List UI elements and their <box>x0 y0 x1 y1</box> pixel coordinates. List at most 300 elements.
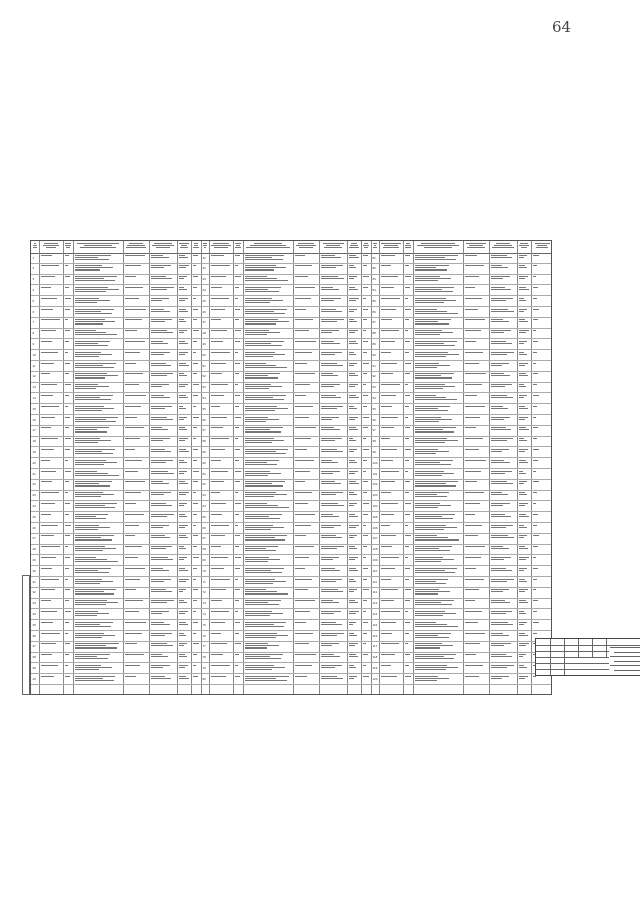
row-number: 15 <box>32 406 36 411</box>
table-cell <box>519 319 530 326</box>
table-cell <box>151 395 176 402</box>
table-cell <box>193 611 200 618</box>
table-cell <box>491 481 516 488</box>
table-cell <box>405 622 412 629</box>
table-cell <box>211 471 232 478</box>
table-cell <box>65 352 72 359</box>
table-cell <box>125 633 148 640</box>
table-cell <box>491 492 516 499</box>
table-cell <box>321 481 346 488</box>
table-cell <box>405 341 412 348</box>
table-cell <box>381 363 402 370</box>
table-cell <box>405 535 412 542</box>
table-cell <box>179 492 190 499</box>
table-cell <box>405 546 412 553</box>
table-cell <box>533 309 540 316</box>
table-cell <box>151 492 176 499</box>
table-cell <box>179 287 190 294</box>
table-cell <box>295 406 318 413</box>
stamp-divider <box>578 639 579 657</box>
table-cell <box>179 600 190 607</box>
table-row <box>31 415 551 426</box>
table-cell <box>381 654 402 661</box>
table-cell <box>193 460 200 467</box>
table-cell <box>363 406 370 413</box>
header-cell <box>211 243 232 250</box>
table-cell <box>405 406 412 413</box>
table-cell <box>75 676 122 683</box>
table-cell <box>179 309 190 316</box>
table-cell <box>245 600 292 607</box>
table-cell <box>235 287 242 294</box>
table-cell <box>41 460 62 467</box>
table-cell <box>381 568 402 575</box>
table-cell <box>321 363 346 370</box>
row-number: 70 <box>202 568 206 573</box>
table-cell <box>405 309 412 316</box>
table-cell <box>235 319 242 326</box>
row-number: 16 <box>32 417 36 422</box>
row-number: 72 <box>202 590 206 595</box>
table-cell <box>65 395 72 402</box>
table-cell <box>295 255 318 262</box>
table-cell <box>519 676 530 683</box>
table-cell <box>151 460 176 467</box>
table-cell <box>491 471 516 478</box>
table-cell <box>491 319 516 326</box>
row-number: 35 <box>32 622 36 627</box>
table-cell <box>533 287 540 294</box>
table-cell <box>41 276 62 283</box>
row-number: 36 <box>32 633 36 638</box>
table-cell <box>349 654 360 661</box>
table-cell <box>465 525 488 532</box>
table-cell <box>193 503 200 510</box>
table-cell <box>363 622 370 629</box>
row-number: 119 <box>372 665 378 670</box>
table-row <box>31 447 551 458</box>
table-cell <box>125 384 148 391</box>
stamp-divider <box>536 669 609 670</box>
row-number: 3 <box>32 277 35 282</box>
table-cell <box>245 384 292 391</box>
table-cell <box>179 643 190 650</box>
table-cell <box>465 255 488 262</box>
row-number: 86 <box>372 309 376 314</box>
table-cell <box>65 611 72 618</box>
table-cell <box>363 460 370 467</box>
table-cell <box>363 579 370 586</box>
table-cell <box>363 417 370 424</box>
table-cell <box>235 557 242 564</box>
row-number: 88 <box>372 331 376 336</box>
header-cell <box>151 243 176 250</box>
table-cell <box>465 438 488 445</box>
table-cell <box>295 514 318 521</box>
table-cell <box>125 503 148 510</box>
table-cell <box>519 384 530 391</box>
table-cell <box>363 568 370 575</box>
table-cell <box>349 481 360 488</box>
table-cell <box>349 395 360 402</box>
table-cell <box>321 665 346 672</box>
row-number: 32 <box>32 590 36 595</box>
table-cell <box>245 546 292 553</box>
table-row <box>31 296 551 307</box>
header-cell <box>519 243 530 250</box>
table-cell <box>491 298 516 305</box>
table-cell <box>179 363 190 370</box>
table-cell <box>41 255 62 262</box>
row-number: 49 <box>202 341 206 346</box>
table-cell <box>519 427 530 434</box>
table-cell <box>381 633 402 640</box>
row-number: 52 <box>202 374 206 379</box>
table-cell <box>519 276 530 283</box>
table-cell <box>465 449 488 456</box>
table-cell <box>295 341 318 348</box>
row-number: 80 <box>202 676 206 681</box>
table-row <box>31 599 551 610</box>
table-cell <box>295 352 318 359</box>
table-cell <box>363 395 370 402</box>
table-cell <box>65 341 72 348</box>
table-cell <box>295 503 318 510</box>
table-cell <box>519 600 530 607</box>
table-cell <box>381 406 402 413</box>
table-cell <box>381 579 402 586</box>
table-cell <box>415 438 462 445</box>
table-cell <box>363 449 370 456</box>
table-cell <box>349 525 360 532</box>
table-cell <box>211 568 232 575</box>
row-number: 8 <box>32 331 35 336</box>
table-cell <box>415 643 462 650</box>
table-cell <box>245 557 292 564</box>
table-cell <box>533 535 540 542</box>
table-cell <box>125 600 148 607</box>
table-cell <box>193 643 200 650</box>
table-cell <box>151 643 176 650</box>
table-cell <box>415 481 462 488</box>
table-cell <box>363 287 370 294</box>
table-cell <box>533 406 540 413</box>
row-number: 33 <box>32 601 36 606</box>
stamp-text-line <box>614 661 640 662</box>
table-cell <box>533 427 540 434</box>
table-cell <box>363 611 370 618</box>
table-cell <box>415 611 462 618</box>
table-cell <box>405 611 412 618</box>
table-cell <box>235 514 242 521</box>
table-cell <box>405 589 412 596</box>
table-cell <box>65 589 72 596</box>
table-cell <box>519 265 530 272</box>
table-cell <box>363 319 370 326</box>
table-cell <box>491 406 516 413</box>
table-cell <box>519 503 530 510</box>
table-cell <box>491 633 516 640</box>
table-cell <box>151 406 176 413</box>
table-cell <box>465 568 488 575</box>
table-cell <box>491 568 516 575</box>
table-cell <box>295 600 318 607</box>
table-cell <box>65 471 72 478</box>
table-cell <box>415 676 462 683</box>
table-cell <box>179 438 190 445</box>
table-cell <box>491 417 516 424</box>
table-cell <box>321 330 346 337</box>
row-number: 11 <box>32 363 36 368</box>
table-cell <box>179 676 190 683</box>
table-cell <box>381 384 402 391</box>
table-cell <box>465 514 488 521</box>
header-cell <box>491 243 516 250</box>
stamp-divider <box>536 651 609 652</box>
row-number: 79 <box>202 665 206 670</box>
table-cell <box>65 330 72 337</box>
table-cell <box>349 352 360 359</box>
table-cell <box>125 492 148 499</box>
table-cell <box>65 287 72 294</box>
table-cell <box>381 600 402 607</box>
table-cell <box>405 643 412 650</box>
table-cell <box>465 676 488 683</box>
table-cell <box>75 481 122 488</box>
table-cell <box>179 341 190 348</box>
table-cell <box>193 319 200 326</box>
table-cell <box>193 579 200 586</box>
table-cell <box>211 319 232 326</box>
table-cell <box>211 255 232 262</box>
table-cell <box>295 633 318 640</box>
table-row <box>31 523 551 534</box>
table-cell <box>245 535 292 542</box>
table-cell <box>193 341 200 348</box>
table-cell <box>235 395 242 402</box>
row-number: 104 <box>372 503 378 508</box>
table-cell <box>75 611 122 618</box>
table-cell <box>415 546 462 553</box>
table-cell <box>321 492 346 499</box>
table-cell <box>321 460 346 467</box>
table-cell <box>321 525 346 532</box>
table-cell <box>519 665 530 672</box>
table-cell <box>415 600 462 607</box>
table-cell <box>363 546 370 553</box>
table-cell <box>125 352 148 359</box>
table-cell <box>295 568 318 575</box>
table-cell <box>151 611 176 618</box>
table-cell <box>465 654 488 661</box>
table-cell <box>235 373 242 380</box>
table-cell <box>519 255 530 262</box>
table-cell <box>151 255 176 262</box>
row-number: 26 <box>32 525 36 530</box>
table-cell <box>533 449 540 456</box>
table-cell <box>245 363 292 370</box>
table-cell <box>125 535 148 542</box>
table-cell <box>179 589 190 596</box>
table-cell <box>193 438 200 445</box>
row-number: 106 <box>372 525 378 530</box>
table-cell <box>179 460 190 467</box>
table-cell <box>75 460 122 467</box>
table-cell <box>381 438 402 445</box>
table-cell <box>491 352 516 359</box>
table-cell <box>321 622 346 629</box>
table-cell <box>381 665 402 672</box>
table-cell <box>151 363 176 370</box>
table-cell <box>533 352 540 359</box>
row-number: 4 <box>32 287 35 292</box>
table-cell <box>179 568 190 575</box>
table-cell <box>235 600 242 607</box>
table-cell <box>349 341 360 348</box>
table-cell <box>491 525 516 532</box>
table-cell <box>295 471 318 478</box>
table-cell <box>193 417 200 424</box>
row-number: 83 <box>372 277 376 282</box>
table-cell <box>519 395 530 402</box>
table-row <box>31 577 551 588</box>
table-cell <box>415 589 462 596</box>
table-cell <box>151 384 176 391</box>
table-cell <box>65 384 72 391</box>
row-number: 87 <box>372 320 376 325</box>
table-cell <box>125 330 148 337</box>
table-cell <box>211 395 232 402</box>
table-cell <box>381 276 402 283</box>
table-row <box>31 361 551 372</box>
table-cell <box>75 373 122 380</box>
table-row <box>31 458 551 469</box>
table-cell <box>193 287 200 294</box>
table-cell <box>405 395 412 402</box>
table-cell <box>125 298 148 305</box>
table-cell <box>211 535 232 542</box>
table-cell <box>533 341 540 348</box>
table-cell <box>125 525 148 532</box>
table-cell <box>41 611 62 618</box>
table-cell <box>349 492 360 499</box>
table-cell <box>41 341 62 348</box>
table-cell <box>125 449 148 456</box>
row-number: 75 <box>202 622 206 627</box>
table-cell <box>349 665 360 672</box>
table-cell <box>211 611 232 618</box>
table-cell <box>41 265 62 272</box>
table-cell <box>519 654 530 661</box>
table-cell <box>245 622 292 629</box>
table-cell <box>465 363 488 370</box>
row-number: 47 <box>202 320 206 325</box>
table-cell <box>405 319 412 326</box>
table-cell <box>349 330 360 337</box>
table-cell <box>405 330 412 337</box>
table-cell <box>245 568 292 575</box>
table-cell <box>75 384 122 391</box>
table-cell <box>321 471 346 478</box>
table-cell <box>349 633 360 640</box>
table-cell <box>415 395 462 402</box>
table-cell <box>465 265 488 272</box>
table-cell <box>533 298 540 305</box>
row-number: 85 <box>372 298 376 303</box>
table-cell <box>151 622 176 629</box>
table-cell <box>211 525 232 532</box>
table-cell <box>235 341 242 348</box>
row-number: 22 <box>32 482 36 487</box>
row-number: 24 <box>32 503 36 508</box>
row-number: 58 <box>202 439 206 444</box>
table-cell <box>321 373 346 380</box>
table-cell <box>235 460 242 467</box>
table-cell <box>491 676 516 683</box>
table-cell <box>533 438 540 445</box>
table-cell <box>363 589 370 596</box>
table-cell <box>125 417 148 424</box>
table-cell <box>151 546 176 553</box>
row-number: 91 <box>372 363 376 368</box>
table-cell <box>295 395 318 402</box>
table-cell <box>245 319 292 326</box>
table-row <box>31 329 551 340</box>
table-cell <box>519 514 530 521</box>
table-cell <box>245 309 292 316</box>
table-cell <box>381 622 402 629</box>
table-cell <box>519 298 530 305</box>
table-cell <box>193 676 200 683</box>
table-cell <box>179 395 190 402</box>
table-cell <box>75 319 122 326</box>
table-cell <box>363 352 370 359</box>
row-number: 76 <box>202 633 206 638</box>
table-cell <box>65 298 72 305</box>
table-cell <box>491 503 516 510</box>
table-cell <box>533 384 540 391</box>
table-cell <box>349 406 360 413</box>
table-row <box>31 566 551 577</box>
table-row <box>31 512 551 523</box>
table-cell <box>75 406 122 413</box>
table-cell <box>41 633 62 640</box>
table-cell <box>405 352 412 359</box>
table-cell <box>41 546 62 553</box>
table-cell <box>245 665 292 672</box>
row-number: 111 <box>372 579 378 584</box>
table-cell <box>321 643 346 650</box>
table-cell <box>295 611 318 618</box>
table-cell <box>465 276 488 283</box>
table-cell <box>533 276 540 283</box>
table-cell <box>211 438 232 445</box>
table-cell <box>349 276 360 283</box>
header-cell <box>381 243 402 250</box>
table-row <box>31 588 551 599</box>
table-cell <box>363 298 370 305</box>
table-cell <box>235 633 242 640</box>
table-cell <box>245 406 292 413</box>
table-cell <box>41 449 62 456</box>
table-cell <box>179 427 190 434</box>
table-cell <box>245 579 292 586</box>
table-cell <box>491 449 516 456</box>
table-cell <box>179 255 190 262</box>
table-cell <box>193 384 200 391</box>
stamp-text-line <box>610 647 640 648</box>
row-number: 19 <box>32 449 36 454</box>
